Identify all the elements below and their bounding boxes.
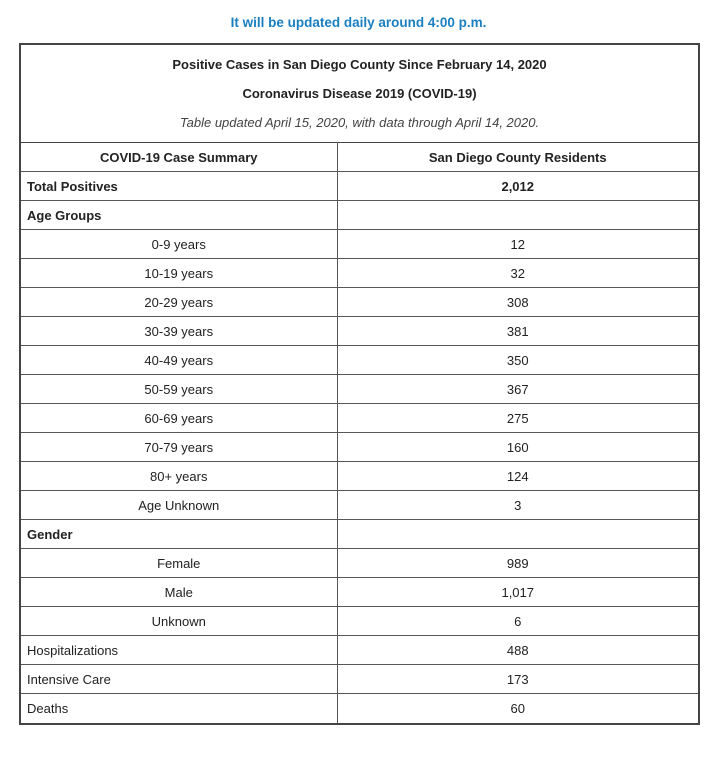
table-updated-note: Table updated April 15, 2020, with data through April 14, 2020. <box>179 115 540 130</box>
row-label: Deaths <box>21 694 337 723</box>
table-row <box>21 259 698 288</box>
table-row <box>21 636 698 665</box>
row-label: Unknown <box>21 607 337 636</box>
row-value: 308 <box>337 288 698 317</box>
table-row <box>21 549 698 578</box>
row-label: 20-29 years <box>21 288 337 317</box>
row-label: 40-49 years <box>21 346 337 375</box>
row-label: 80+ years <box>21 462 337 491</box>
table-row <box>21 491 698 520</box>
section-row-gender <box>21 520 698 549</box>
row-value: 367 <box>337 375 698 404</box>
table-header-row <box>21 143 698 172</box>
table-row <box>21 317 698 346</box>
row-value: 160 <box>337 433 698 462</box>
row-value: 173 <box>337 665 698 694</box>
table-heading <box>21 45 698 142</box>
table-row <box>21 404 698 433</box>
column-header-summary: COVID-19 Case Summary <box>21 143 337 172</box>
table-subtitle: Coronavirus Disease 2019 (COVID-19) <box>242 86 477 101</box>
row-value: 1,017 <box>337 578 698 607</box>
table-row <box>21 607 698 636</box>
column-header-residents: San Diego County Residents <box>337 143 698 172</box>
case-summary-table <box>21 142 698 723</box>
table-row <box>21 375 698 404</box>
row-value: 32 <box>337 259 698 288</box>
row-value: 2,012 <box>337 172 698 201</box>
row-value: 989 <box>337 549 698 578</box>
row-value: 60 <box>337 694 698 723</box>
row-label: Total Positives <box>21 172 337 201</box>
row-value: 6 <box>337 607 698 636</box>
row-label: 70-79 years <box>21 433 337 462</box>
table-row <box>21 462 698 491</box>
row-label: Male <box>21 578 337 607</box>
table-title: Positive Cases in San Diego County Since February 14, 2020 <box>172 57 547 72</box>
row-label: Hospitalizations <box>21 636 337 665</box>
table-row <box>21 230 698 259</box>
row-label: 30-39 years <box>21 317 337 346</box>
row-value: 275 <box>337 404 698 433</box>
section-label: Gender <box>21 520 337 549</box>
section-row-age <box>21 201 698 230</box>
row-label: 10-19 years <box>21 259 337 288</box>
table-row <box>21 346 698 375</box>
section-label: Age Groups <box>21 201 337 230</box>
row-value: 488 <box>337 636 698 665</box>
table-row <box>21 288 698 317</box>
table-row <box>21 578 698 607</box>
table-row <box>21 694 698 723</box>
row-value: 3 <box>337 491 698 520</box>
table-row <box>21 665 698 694</box>
row-value: 124 <box>337 462 698 491</box>
row-label: 50-59 years <box>21 375 337 404</box>
table-row <box>21 433 698 462</box>
row-label: Age Unknown <box>21 491 337 520</box>
table-row-total <box>21 172 698 201</box>
row-value: 381 <box>337 317 698 346</box>
row-label: Female <box>21 549 337 578</box>
case-summary-table-container <box>19 43 700 725</box>
row-label: Intensive Care <box>21 665 337 694</box>
update-notice: It will be updated daily around 4:00 p.m. <box>230 15 487 30</box>
row-label: 60-69 years <box>21 404 337 433</box>
row-value: 350 <box>337 346 698 375</box>
row-value: 12 <box>337 230 698 259</box>
empty-cell <box>337 520 698 549</box>
row-label: 0-9 years <box>21 230 337 259</box>
empty-cell <box>337 201 698 230</box>
